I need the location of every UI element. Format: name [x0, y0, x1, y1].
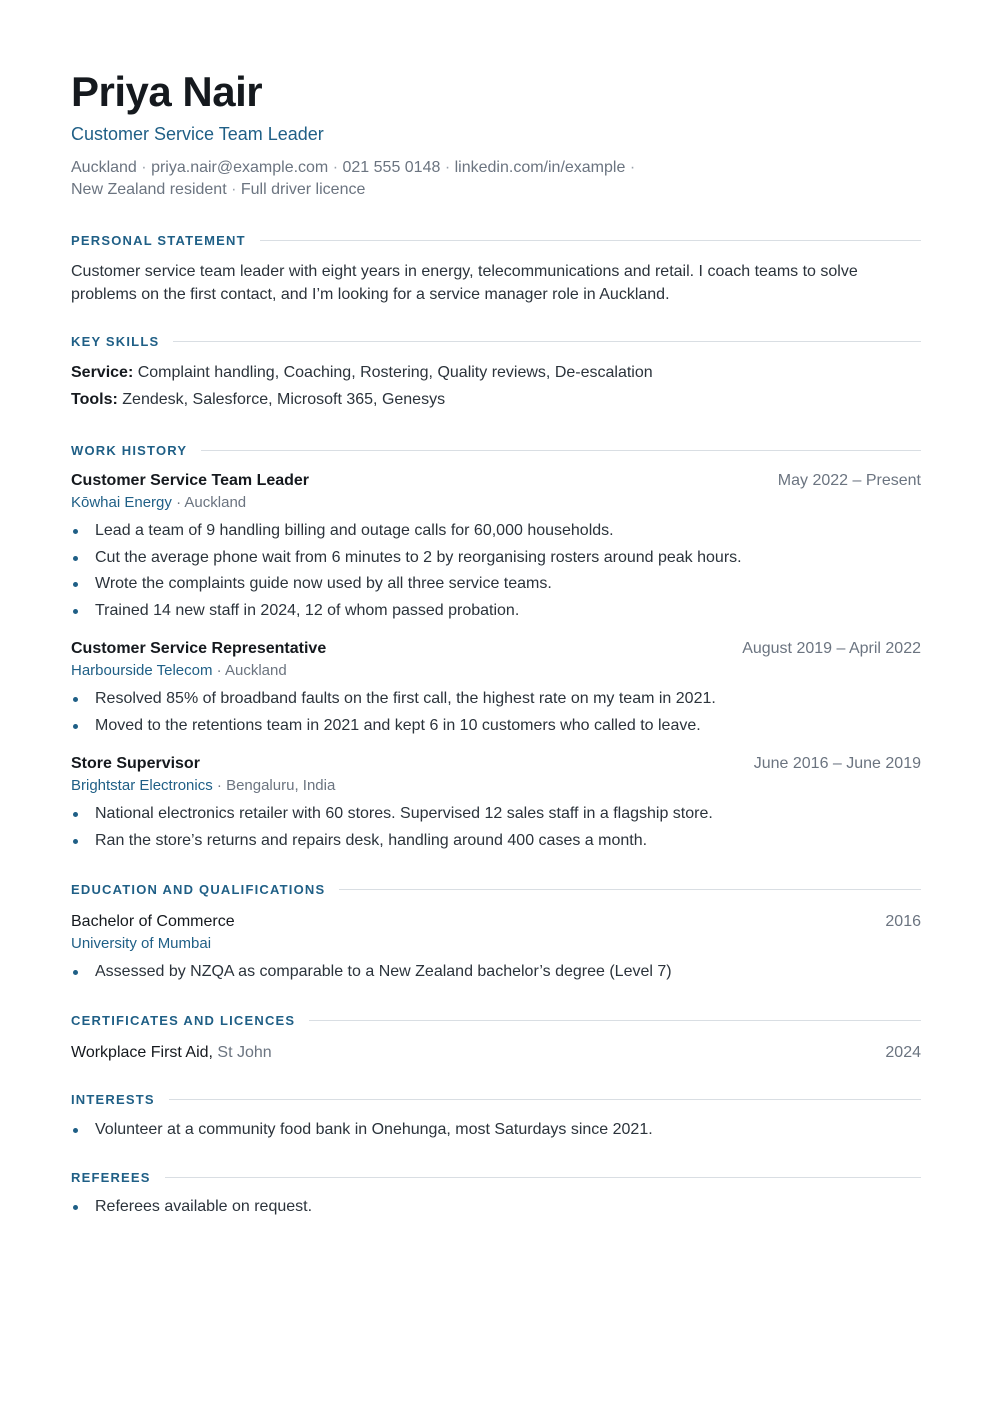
certificate-issuer: St John — [217, 1043, 272, 1061]
section-title: PERSONAL STATEMENT — [71, 232, 246, 248]
section-divider — [260, 240, 921, 241]
contact-phone[interactable]: 021 555 0148 — [342, 159, 441, 176]
list-item: Resolved 85% of broadband faults on the first call, the highest rate on my team in 2021. — [71, 686, 921, 713]
list-item: Cut the average phone wait from 6 minutes to 2 by reorganising rosters around peak hours. — [71, 545, 921, 572]
job-entry — [71, 638, 921, 739]
section-personal-statement — [71, 231, 921, 306]
education-year: 2016 — [885, 913, 921, 930]
skill-label: Service: — [71, 364, 134, 381]
job-employer — [71, 775, 921, 797]
section-title: REFEREES — [71, 1169, 151, 1185]
section-divider — [309, 1020, 921, 1021]
section-title: EDUCATION AND QUALIFICATIONS — [71, 881, 326, 897]
employer-location: Bengaluru, India — [226, 777, 336, 794]
certificate-name: Workplace First Aid, — [71, 1043, 213, 1061]
job-bullets — [71, 518, 921, 624]
referees-bullets — [71, 1194, 921, 1221]
job-title: Store Supervisor — [71, 755, 200, 772]
job-dates: August 2019 – April 2022 — [742, 640, 921, 657]
candidate-headline: Customer Service Team Leader — [71, 124, 324, 144]
contact-separator: · — [332, 159, 339, 176]
certificate-year: 2024 — [885, 1043, 921, 1061]
contact-licence: Full driver licence — [240, 181, 366, 198]
job-employer — [71, 660, 921, 682]
list-item: Referees available on request. — [71, 1194, 921, 1221]
job-title: Customer Service Representative — [71, 640, 327, 657]
section-header — [71, 1168, 921, 1186]
job-entry — [71, 753, 921, 854]
section-title: INTERESTS — [71, 1092, 155, 1107]
contact-separator: · — [231, 181, 237, 198]
employer-location: Auckland — [184, 494, 247, 511]
job-employer — [71, 492, 921, 514]
contact-separator: · — [216, 777, 222, 794]
section-title: WORK HISTORY — [71, 442, 188, 458]
section-header — [71, 231, 921, 249]
list-item: Wrote the complaints guide now used by all three service teams. — [71, 571, 921, 598]
section-divider — [339, 889, 921, 890]
interests-bullets — [71, 1117, 921, 1144]
skill-values: Zendesk, Salesforce, Microsoft 365, Genesys — [122, 391, 446, 408]
list-item: Lead a team of 9 handling billing and outage calls for 60,000 households. — [71, 518, 921, 545]
employer-name: Kōwhai Energy — [71, 494, 172, 511]
skill-line-tools — [71, 386, 921, 413]
education-entry — [71, 911, 921, 986]
section-education — [71, 880, 921, 986]
contact-residency: New Zealand resident — [71, 181, 227, 198]
list-item: Volunteer at a community food bank in Onehunga, most Saturdays since 2021. — [71, 1117, 921, 1144]
skill-label: Tools: — [71, 391, 118, 408]
job-bullets — [71, 801, 921, 854]
section-header — [71, 1091, 921, 1109]
job-bullets — [71, 686, 921, 739]
section-header — [71, 1012, 921, 1030]
list-item: Moved to the retentions team in 2021 and kept 6 in 10 customers who called to leave. — [71, 713, 921, 740]
job-title: Customer Service Team Leader — [71, 472, 310, 489]
employer-name: Brightstar Electronics — [71, 777, 213, 794]
job-dates: June 2016 – June 2019 — [753, 755, 921, 772]
section-title: KEY SKILLS — [71, 333, 160, 349]
candidate-name: Priya Nair — [71, 68, 263, 115]
contact-separator: · — [216, 662, 222, 679]
section-certificates — [71, 1012, 921, 1064]
contact-separator: · — [629, 159, 636, 176]
list-item: Trained 14 new staff in 2024, 12 of whom passed probation. — [71, 598, 921, 625]
section-title: CERTIFICATES AND LICENCES — [71, 1013, 296, 1028]
section-header — [71, 332, 921, 350]
contact-linkedin[interactable]: linkedin.com/in/example — [454, 159, 626, 176]
section-interests — [71, 1091, 921, 1144]
contact-separator: · — [141, 159, 147, 176]
certificate-entry — [71, 1042, 921, 1064]
contact-info — [71, 157, 671, 201]
section-header — [71, 441, 921, 459]
section-divider — [169, 1099, 921, 1100]
employer-location: Auckland — [224, 662, 287, 679]
list-item: Assessed by NZQA as comparable to a New Zealand bachelor’s degree (Level 7) — [71, 959, 921, 986]
education-bullets — [71, 959, 921, 986]
contact-location: Auckland — [71, 159, 137, 176]
section-divider — [201, 450, 921, 451]
degree-name: Bachelor of Commerce — [71, 913, 235, 930]
school-name: University of Mumbai — [71, 935, 212, 952]
personal-statement-text: Customer service team leader with eight years in energy, telecommunications and retail. I coach teams to solve problems on the first contact, and I’m looking for a service manager role in Auckland. — [71, 263, 858, 303]
list-item: Ran the store’s returns and repairs desk, handling around 400 cases a month. — [71, 828, 921, 855]
section-header — [71, 880, 921, 898]
contact-separator: · — [176, 494, 182, 511]
job-entry — [71, 470, 921, 624]
employer-name: Harbourside Telecom — [71, 662, 213, 679]
skills-list — [71, 359, 921, 413]
contact-email[interactable]: priya.nair@example.com — [151, 159, 329, 176]
job-dates: May 2022 – Present — [777, 472, 921, 489]
contact-separator: · — [444, 159, 451, 176]
skill-values: Complaint handling, Coaching, Rostering, Quality reviews, De-escalation — [137, 364, 653, 381]
section-divider — [173, 341, 921, 342]
section-divider — [165, 1177, 921, 1178]
section-referees — [71, 1168, 921, 1221]
list-item: National electronics retailer with 60 stores. Supervised 12 sales staff in a flagship store. — [71, 801, 921, 828]
section-work-history — [71, 441, 921, 854]
section-key-skills — [71, 332, 921, 413]
skill-line-service — [71, 359, 921, 386]
